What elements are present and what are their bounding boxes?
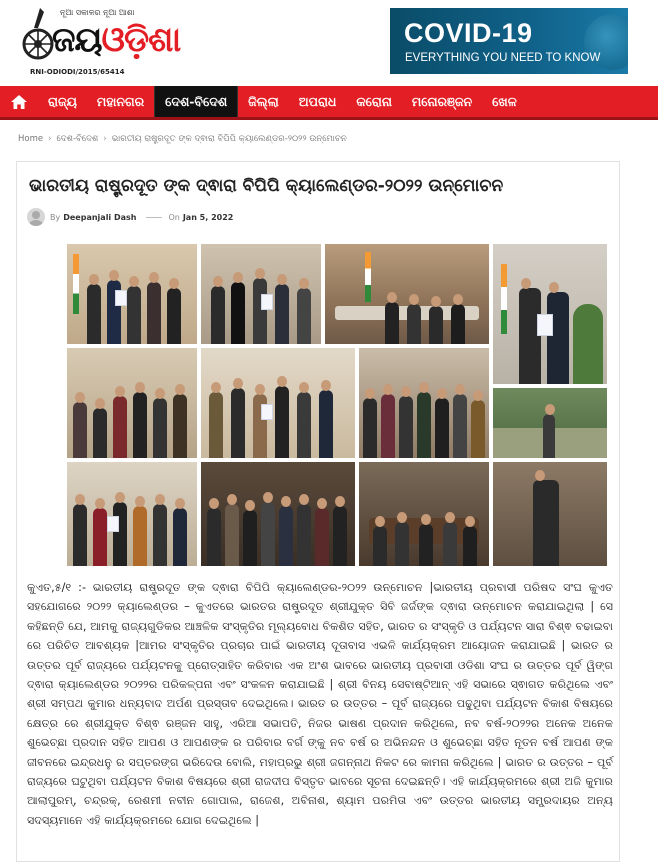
collage-photo xyxy=(493,462,607,566)
main-nav xyxy=(0,86,658,120)
breadcrumb-home[interactable]: Home xyxy=(18,134,44,144)
breadcrumb-current: ଭାରତୀୟ ରାଷ୍ଟ୍ରଦୂତ ଙ୍କ ଦ୍ଵାରା ବିପିପି କ୍ୟାଲେଣ୍ଡର-୨୦୨୨ ଉନ୍ମୋଚନ xyxy=(111,134,347,144)
nav-item-desh-bidesh[interactable]: ଦେଶ-ବିଦେଶ xyxy=(154,86,238,117)
article-card xyxy=(16,161,620,862)
nav-home[interactable] xyxy=(0,86,38,117)
article-body xyxy=(27,578,613,830)
collage-photo xyxy=(359,348,489,458)
article-meta xyxy=(27,208,233,226)
article-date: Jan 5, 2022 xyxy=(182,212,234,222)
breadcrumb-section[interactable]: ଦେଶ-ବିଦେଶ xyxy=(56,134,99,144)
breadcrumb-separator: › xyxy=(48,134,52,144)
collage-photo xyxy=(359,462,489,566)
collage-photo xyxy=(201,462,355,566)
collage-photo xyxy=(67,348,197,458)
site-header xyxy=(0,0,658,86)
collage-photo xyxy=(201,348,355,458)
nav-item-rajya[interactable]: ରାଜ୍ୟ xyxy=(48,93,77,109)
collage-photo xyxy=(493,244,607,384)
banner-title: COVID-19 xyxy=(404,18,533,48)
on-label: On xyxy=(168,212,180,222)
author-name[interactable]: Deepanjali Dash xyxy=(63,212,137,222)
nav-item-khela[interactable]: ଖେଳ xyxy=(492,93,517,109)
breadcrumb xyxy=(18,134,347,144)
by-label: By xyxy=(50,212,61,222)
article-title: ଭାରତୀୟ ରାଷ୍ଟ୍ରଦୂତ ଙ୍କ ଦ୍ଵାରା ବିପିପି କ୍ୟାଲେଣ୍ଡର-୨୦୨୨ ଉନ୍ମୋଚନ xyxy=(29,176,504,196)
nav-item-manoranjana[interactable]: ମନୋରଞ୍ଜନ xyxy=(411,93,473,109)
meta-divider xyxy=(146,217,162,218)
banner-subtitle: EVERYTHING YOU NEED TO KNOW xyxy=(405,52,601,64)
home-icon xyxy=(11,95,27,109)
photo-collage[interactable] xyxy=(67,244,607,566)
nav-item-jilla[interactable]: ଜିଲ୍ଲା xyxy=(248,93,279,109)
collage-photo xyxy=(67,244,197,344)
site-logo[interactable] xyxy=(20,4,250,80)
logo-name xyxy=(52,20,180,60)
nav-item-mahanagar[interactable]: ମହାନଗର xyxy=(96,93,145,109)
logo-name-part1: ଜୟ xyxy=(52,20,102,60)
breadcrumb-separator: › xyxy=(103,134,107,144)
author-avatar[interactable] xyxy=(27,208,45,226)
nav-item-aparadha[interactable]: ଅପରାଧ xyxy=(298,93,337,109)
collage-photo xyxy=(325,244,489,344)
covid-banner[interactable] xyxy=(390,8,628,74)
chakra-icon xyxy=(20,6,56,66)
logo-tagline: ନୂଆ ସକାଳର ନୂଆ ଆଶା xyxy=(60,8,135,17)
collage-photo xyxy=(67,462,197,566)
article-body-paragraph: କୁଏତ,୫/୧ :- ଭାରତୀୟ ରାଷ୍ଟ୍ରଦୂତ ଙ୍କ ଦ୍ଵାରା ବିପିପି କ୍ୟାଲେଣ୍ଡର-୨୦୨୨ ଉନ୍ମୋଚନ |ଭାରତୀୟ ପ୍ରବାସୀ ପରିଷଦ ସଂଘ କୁଏତ ସହଯୋଗରେ ୨୦୨୨ କ୍ୟାଲେଣ୍ଡର – କୁଏତରେ ଭାରତର ରାଷ୍ଟ୍ରଦୂତ ଶ୍ରୀଯୁକ୍ତ ସିବି ଜର୍ଜଙ୍କ ଦ୍ଵାରା ଉନ୍ମୋଚନ କରାଯାଇଥିଲା | ସେ କହିଛନ୍ତି ଯେ, ଆମକୁ ରାଜ୍ୟଗୁଡିକର ଆଞ୍ଚଳିକ ସଂସ୍କୃତିର ମୂଲ୍ୟବୋଧ ବିକଶିତ ସହିତ, ଭାରତ ର ସଂସ୍କୃତି ଓ ପର୍ଯ୍ୟଟନ ସାରା ବିଶ୍ଵ ବଢାଇବା ରେ ପରିଚିତ ଆବଶ୍ୟକ |ଆମର ସଂସ୍କୃତିର ପ୍ରଚାର ପାଇଁ ଭାରତୀୟ ଦୂତାବାସ ଏଭଳି କାର୍ଯ୍ୟକ୍ରମ ଆୟୋଜନ କରାଯାଇଛି | ଭାରତ ର ଉତ୍ତର ପୂର୍ବ ରାଜ୍ୟରେ ପର୍ଯ୍ୟଟନକୁ ପ୍ରୋତ୍ସାହିତ କରିବାର ଏକ ଅଂଶ ଭାବରେ ଭାରତୀୟ ପ୍ରବାସୀ ଓଡିଶା ସଂଘ ର ଉତ୍ତର ପୂର୍ବ ୱିଙ୍ଗ ଦ୍ଵାରା କ୍ୟାଲେଣ୍ଡର ୨୦୨୨ର ପରିକଳ୍ପନା ଏବଂ ସଂକଳନ କରାଯାଇଛି | ଶ୍ରୀ ବିନୟ ସେବାଷ୍ଟିଆନ୍ ଏହି ସଭାରେ ସ୍ଵାଗତ କରିଥିଲେ ଏବଂ ଶ୍ରୀ ସମ୍ପଥ କୁମାର ଧନ୍ୟବାଦ ଅର୍ପଣ ପ୍ରସ୍ତାବ ଦେଇଥିଲେ। ଭାରତ ର ଉତ୍ତର – ପୂର୍ବ ରାଜ୍ୟରେ ପଢୁଥିବା ପର୍ଯ୍ୟଟନ ବିକାଶ ବିଷୟରେ କ୍ଷେତ୍ର ରେ ଶ୍ରୀଯୁକ୍ତ ବିଶ୍ଵ ରଞ୍ଜନ ସାହୁ, ଏରିଆ ସଭାପତି, ନିଜର ଭାଷଣ ପ୍ରଦାନ କରିଥିଲେ, ନବ ବର୍ଷ-୨୦୨୨ର ଅନେକ ଅନେକ ଶୁଭେଚ୍ଛା ପ୍ରଦାନ ସହିତ ଆପଣ ଓ ଆପଣଙ୍କ ର ପରିବାର ବର୍ଗ ଙ୍କୁ ନବ ବର୍ଷ ର ଅଭିନନ୍ଦନ ଓ ଶୁଭେଚ୍ଛା ସହିତ ନୂତନ ବର୍ଷ ଆପଣ ଙ୍କ ଜୀବନରେ ଇନ୍ଦ୍ରଧନୁ ର ସପ୍ତରଙ୍ଗ ଭରିଦେଉ ବୋଲି, ମହାପ୍ରଭୁ ଶ୍ରୀ ଜଗନ୍ନାଥ ନିକଟ ରେ କାମନା କରିଥିଲେ | ଭାରତ ର ଉତ୍ତର – ପୂର୍ବ ରାଜ୍ୟରେ ଘଟୁଥିବା ପର୍ଯ୍ୟଟନ ବିକାଶ ବିଷୟରେ ଶ୍ରୀ ରାଜଦୀପ ବିସ୍ତୃତ ଭାବରେ ସୂଚନା ଦେଇଛନ୍ତି। ଏହି କାର୍ଯ୍ୟକ୍ରମରେ ଶ୍ରୀ ଅଜି କୁମାର ଆଲାପୁରମ୍, ଚନ୍ଦ୍ରକ୍, ରେଶମୀ ନବୀନ ଗୋପାଲ, ରାଜେଶ, ଅବିନାଶ, ଶ୍ୟାମ ପରମିତା ଏବଂ ଉତ୍ତର ଭାରତୀୟ ସମ୍ପ୍ରଦାୟର ଅନ୍ୟ ସଦସ୍ୟମାନେ ଏହି କାର୍ଯ୍ୟକ୍ରମରେ ଯୋଗ ଦେଇଥିଲେ | xyxy=(27,581,613,827)
logo-name-part2: ଓଡ଼ିଶା xyxy=(101,20,181,60)
nav-item-corona[interactable]: କରୋନା xyxy=(356,93,392,109)
collage-photo xyxy=(493,388,607,458)
collage-photo xyxy=(201,244,321,344)
logo-rni: RNI-ODIODI/2015/65414 xyxy=(30,68,125,76)
